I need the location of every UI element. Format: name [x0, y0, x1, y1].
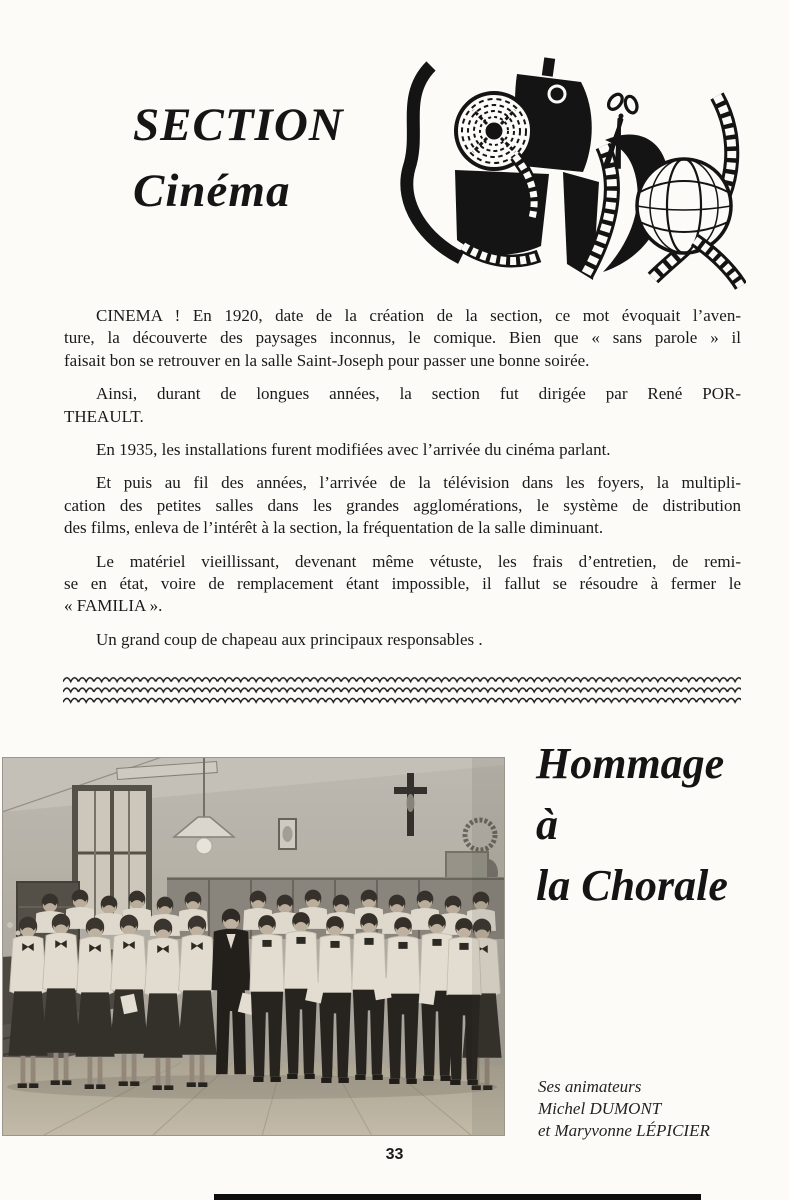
paragraph	[64, 439, 741, 461]
credits	[538, 1076, 710, 1142]
paragraph	[64, 472, 741, 539]
section-title-line1: SECTION	[133, 99, 344, 151]
text-line: En 1935, les installations furent modifiées avec l’arrivée du cinéma parlant.	[96, 440, 611, 460]
text-line: se en état, voire de remplacement étant impossible, il fallut se résoudre à fermer le	[64, 574, 741, 594]
article-body	[64, 305, 741, 662]
section-title-line2: Cinéma	[133, 165, 291, 217]
text-line: Ainsi, durant de longues années, la section fut dirigée par René POR-	[96, 384, 741, 404]
text-line: Un grand coup de chapeau aux principaux responsables .	[96, 629, 483, 649]
paragraph	[64, 383, 741, 428]
page-number: 33	[385, 1146, 404, 1163]
text-line: Et puis au fil des années, l’arrivée de la télévision dans les foyers, la multipli-	[96, 473, 741, 493]
paragraph	[64, 551, 741, 618]
bottom-scan-bar	[214, 1194, 701, 1200]
paragraph	[64, 629, 741, 651]
wave-divider	[63, 673, 741, 704]
text-line: CINEMA ! En 1920, date de la création de la section, ce mot évoquait l’aven-	[96, 306, 741, 325]
text-line: des films, enleva de l’intérêt à la section, la fréquentation de la salle diminuant.	[64, 518, 604, 538]
text-line: « FAMILIA ».	[64, 596, 163, 616]
globe-icon	[637, 159, 731, 253]
paragraph	[64, 305, 741, 372]
text-line: ture, la découverte des paysages inconnus, le comique. Bien que « sans parole » il	[64, 328, 741, 348]
text-line: faisait bon se retrouver en la salle Saint-Joseph pour passer une bonne soirée.	[64, 350, 590, 370]
text-line: cation des petites salles dans les grandes agglomérations, le système de distribution	[64, 495, 741, 515]
film-strip-tail-icon	[695, 240, 741, 286]
choir-photo	[2, 757, 505, 1136]
credit-line3: et Maryvonne LÉPICIER	[538, 1121, 710, 1140]
film-ribbon-icon	[407, 66, 461, 258]
section-title	[133, 92, 344, 224]
cinema-illustration	[397, 54, 746, 296]
hommage-title	[536, 733, 728, 916]
text-line: Le matériel vieillissant, devenant même vétuste, les frais d’entretien, de remi-	[96, 551, 741, 571]
hommage-line1: Hommage	[536, 739, 725, 788]
hommage-line2: à	[536, 800, 558, 849]
hommage-line3: la Chorale	[536, 861, 728, 910]
credit-line1: Ses animateurs	[538, 1077, 642, 1096]
text-line: THEAULT.	[64, 406, 144, 426]
credit-line2: Michel DUMONT	[538, 1099, 662, 1118]
